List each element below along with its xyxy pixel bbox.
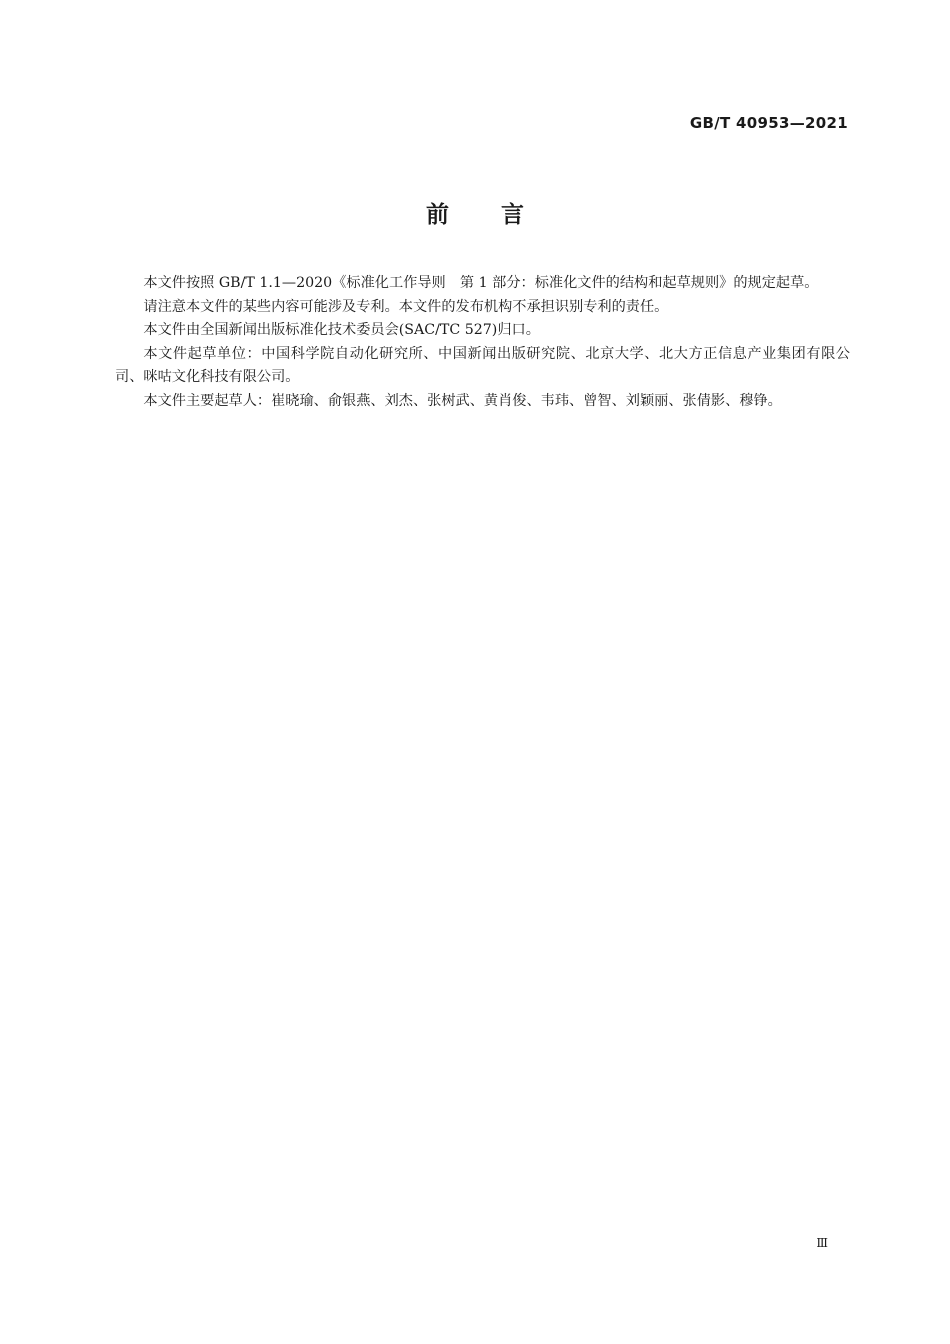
paragraph-patent-notice: 请注意本文件的某些内容可能涉及专利。本文件的发布机构不承担识别专利的责任。 [143,298,669,315]
paragraph-committee: 本文件由全国新闻出版标准化技术委员会(SAC/TC 527)归口。 [143,322,540,338]
preface-body [115,272,850,413]
page-title: 前言 [426,202,576,228]
paragraph-drafters: 本文件主要起草人：崔晓瑜、俞银燕、刘杰、张树武、黄肖俊、韦玮、曾智、刘颖丽、张倩影、穆铮。 [143,392,782,409]
page-number: Ⅲ [816,1236,828,1250]
paragraph-drafting-rules: 本文件按照 GB/T 1.1—2020《标准化工作导则 第 1 部分：标准化文件的结构和起草规则》的规定起草。 [143,275,819,291]
paragraph-drafting-units: 本文件起草单位：中国科学院自动化研究所、中国新闻出版研究院、北京大学、北大方正信息产业集团有限公司、咪咕文化科技有限公司。 [115,345,850,385]
standard-number: GB/T 40953—2021 [689,114,848,132]
